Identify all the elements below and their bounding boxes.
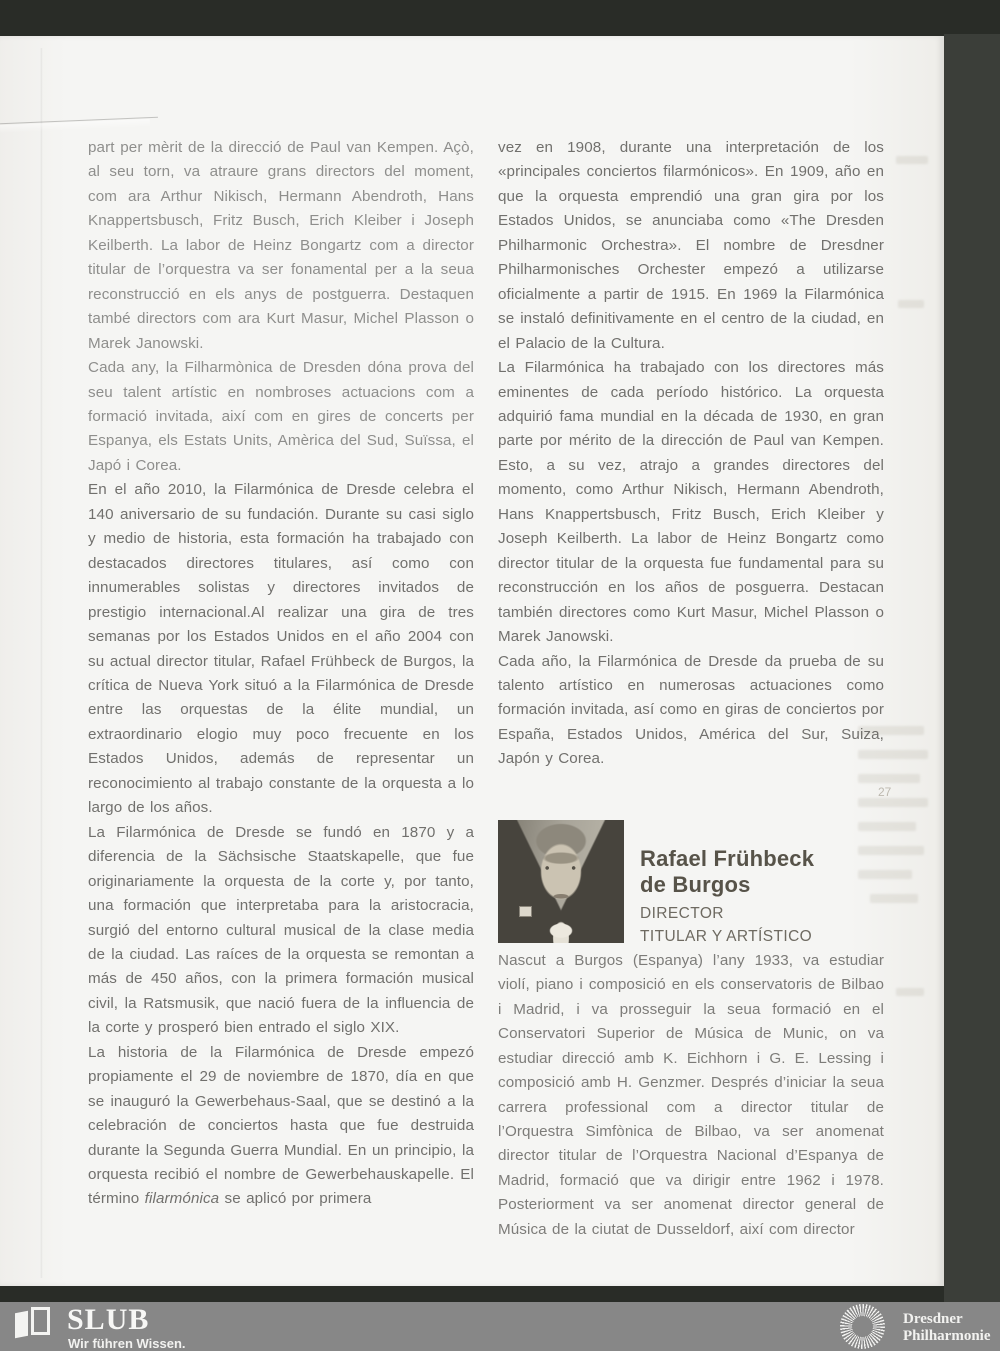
conductor-profile-text: [640, 820, 814, 949]
paragraph-text: se aplicó por primera: [219, 1190, 372, 1208]
philharmonie-sunburst-icon: [840, 1304, 885, 1349]
left-paragraph-catalan-1: part per mèrit de la direcció de Paul van Kempen. Açò, al seu torn, va atraure grans directors del moment, com ara Arthur Nikisch, Hermann Abendroth, Hans Knappertsbusch, Fritz Busch, Erich Kleiber i Joseph Keilberth. La labor de Heinz Bongartz com a director titular de l’orquestra va ser fonamental per a la seua reconstrucció en els anys de postguerra. Destaquen també directors com ara Kurt Masur, Michel Plasson o Marek Janowski.: [88, 139, 474, 352]
left-column: [88, 136, 474, 1212]
right-paragraph-spanish-2: La Filarmónica ha trabajado con los directores más eminentes de cada período histórico. La orquesta adquirió fama mundial en la década de 1930, en gran parte por mérito de la dirección de Paul van Kempen. Esto, a su vez, atrajo a grandes directores del momento, como Arthur Nikisch, Hermann Abendroth, Hans Knappertsbusch, Fritz Busch, Erich Kleiber y Joseph Keilberth. La labor de Heinz Bongartz como director titular de la orquesta fue fundamental para su reconstrucción en los años de posguerra. Destacan también directores como Kurt Masur, Michel Plasson o Marek Janowski.: [498, 359, 884, 646]
left-paragraph-spanish-3: [88, 1041, 474, 1212]
ghost-page-number: 27: [878, 785, 892, 799]
philharmonie-wordmark: [903, 1311, 991, 1345]
philharmonie-wordmark-line2: Philharmonie: [903, 1328, 991, 1344]
left-paragraph-spanish-1: En el año 2010, la Filarmónica de Dresde celebra el 140 aniversario de su fundación. Durante su casi siglo y medio de historia, esta formación ha trabajado con destacados directores titulares, así como con innumerables solistas y directores invitados de prestigio internacional.Al realizar una gira de tres semanas por los Estados Unidos en el año 2004 con su actual director titular, Rafael Frühbeck de Burgos, la crítica de Nueva York situó a la Filarmónica de Dresde entre las orquestas de la élite mundial, un extraordinario elogio muy poco frecuente en los Estados Unidos, además de representar un reconocimiento al trabajo constante de la orquesta a lo largo de los años.: [88, 481, 474, 817]
slub-wordmark: SLUB: [67, 1303, 150, 1336]
conductor-portrait-photo: [498, 820, 624, 943]
conductor-role-line2: TITULAR Y ARTÍSTICO: [640, 928, 813, 946]
slub-logo[interactable]: [14, 1303, 244, 1349]
conductor-role-line1: DIRECTOR: [640, 904, 724, 922]
left-paragraph-spanish-2: La Filarmónica de Dresde se fundó en 1870 y a diferencia de la Sächsische Staatskapelle, que fue originariamente la orquesta de la corte y, por tanto, una formación que interpretaba para la aristocracia, surgió del entorno cultural musical de la clase media de la ciudad. Las raíces de la orquesta se remontan a más de 450 años, con la primera formación musical civil, la Ratsmusik, que nació fuera de la influencia de la corte y prosperó bien entrado el siglo XIX.: [88, 823, 474, 1037]
right-paragraph-spanish-3: Cada año, la Filarmónica de Dresde da prueba de su talento artístico en numerosas actuaciones como formación invitada, así como en giras de conciertos por España, Estados Unidos, América del Sur, Suiza, Japón y Corea.: [498, 652, 884, 768]
slub-book-icon: [14, 1306, 50, 1338]
left-paragraph-catalan-2: Cada any, la Filharmònica de Dresden dóna prova del seu talent artístic en nombroses actuacions com a formació invitada, així com en gires de concerts per Espanya, els Estats Units, Amèrica del Sud, Suïssa, el Japó i Corea.: [88, 359, 474, 474]
paragraph-italic-term: filarmónica: [144, 1190, 220, 1208]
scanned-page: [0, 36, 944, 1286]
right-paragraph-spanish-1: vez en 1908, durante una interpretación de los «principales conciertos filarmónicos». En 1909, año en que la orquesta emprendió una gran gira por los Estados Unidos, se anunciaba como «The Dresden Philharmonic Orchestra». El nombre de Dresdner Philharmonisches Orchester empezó a utilizarse oficialmente a partir de 1915. En 1969 la Filarmónica se instaló definitivamente en el centro de la ciudad, en el Palacio de la Cultura.: [498, 139, 884, 352]
right-column: [498, 136, 884, 1242]
page-corner-fold-highlight: [0, 119, 150, 133]
philharmonie-wordmark-line1: Dresdner: [903, 1311, 963, 1327]
scan-backing-board: [944, 34, 1000, 1302]
conductor-name-line1: Rafael Frühbeck: [640, 845, 815, 871]
conductor-profile: [498, 820, 884, 949]
dresdner-philharmonie-logo[interactable]: [838, 1303, 998, 1350]
slub-tagline: Wir führen Wissen.: [68, 1336, 186, 1351]
conductor-name-line2: de Burgos: [640, 871, 751, 897]
paragraph-text: La historia de la Filarmónica de Dresde empezó propiamente el 29 de noviembre de 1870, día en que se inauguró la Gewerbehaus-Saal, que se destinó a la celebración de conciertos hasta que fue destruida durante la Segunda Guerra Mundial. En un principio, la orquesta recibió el nombre de Gewerbehauskapelle. El término: [88, 1043, 474, 1208]
page-gutter-crease: [40, 48, 43, 1278]
conductor-bio-paragraph: Nascut a Burgos (Espanya) l’any 1933, va estudiar violí, piano i composició en els conservatoris de Bilbao i Madrid, i va prosseguir la seua formació en el Conservatori Superior de Música de Munic, on va estudiar direcció amb K. Eichhorn i G. E. Lessing i composició amb H. Genzmer. Després d’iniciar la seua carrera professional com a director titular de l’Orquestra Simfònica de Bilbao, va ser anomenat director titular de l’Orquestra Nacional d’Espanya de Madrid, formació que va dirigir entre 1962 i 1978. Posteriorment va ser anomenat director general de Música de la ciutat de Dusseldorf, així com director: [498, 951, 884, 1238]
